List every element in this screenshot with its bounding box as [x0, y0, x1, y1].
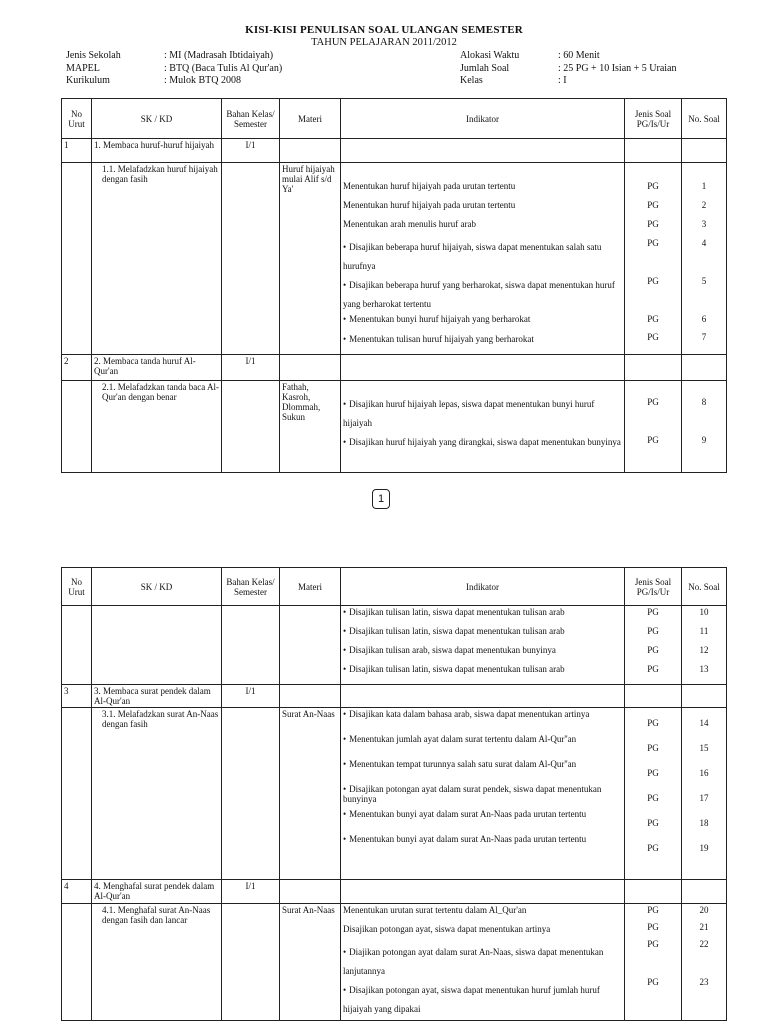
nosoal-value: 16	[699, 768, 709, 778]
jenis-value: PG	[647, 743, 659, 753]
meta-key: Kurikulum	[66, 75, 110, 86]
nosoal-value: 13	[699, 664, 709, 674]
meta-value: : 25 PG + 10 Isian + 5 Uraian	[558, 62, 677, 74]
meta-row	[460, 63, 677, 76]
cell-no	[62, 381, 92, 473]
cell-no: 4	[62, 880, 92, 904]
nosoal-value: 7	[701, 332, 707, 342]
meta-value: : 60 Menit	[558, 50, 600, 61]
nosoal-value: 9	[701, 435, 707, 445]
cell-no: 2	[62, 355, 92, 381]
nosoal-value: 10	[699, 607, 709, 617]
indicator-item: • Disajikan huruf hijaiyah yang dirangkai, siswa dapat menentukan bunyinya	[343, 433, 622, 471]
table-row	[62, 381, 727, 473]
jenis-value: PG	[647, 626, 659, 636]
table-header-row	[62, 568, 727, 606]
jenis-value: PG	[647, 939, 659, 949]
indicator-item: Disajikan potongan ayat, siswa dapat menentukan artinya	[343, 924, 551, 934]
nosoal-value: 3	[701, 219, 707, 229]
nosoal-value: 8	[701, 397, 707, 407]
kisi-table-page-2	[61, 567, 727, 1021]
header-jenis-soal: Jenis Soal PG/Is/Ur	[625, 568, 682, 606]
cell-indikator	[341, 381, 625, 473]
cell-indikator	[341, 163, 625, 355]
indicator-item: Menentukan arah menulis huruf arab	[343, 219, 476, 229]
nosoal-value: 22	[699, 939, 709, 949]
indicator-item: • Menentukan bunyi ayat dalam surat An-Naas pada urutan tertentu	[343, 834, 622, 859]
cell-jenis	[625, 381, 682, 473]
header-no-urut: No Urut	[62, 99, 92, 139]
indicator-item: • Diajikan potongan ayat dalam surat An-Naas, siswa dapat menentukan lanjutannya	[343, 943, 622, 981]
cell-kd: 4.1. Menghafal surat An-Naas dengan fasih dan lancar	[92, 904, 222, 1021]
indicator-item: • Menentukan jumlah ayat dalam surat tertentu dalam Al-Qur''an	[343, 734, 622, 759]
cell-nosoal	[682, 606, 727, 685]
jenis-value: PG	[647, 645, 659, 655]
table-row	[62, 685, 727, 708]
header-indikator: Indikator	[341, 99, 625, 139]
cell-jenis	[625, 685, 682, 708]
jenis-value: PG	[647, 818, 659, 828]
cell-jenis	[625, 880, 682, 904]
nosoal-value: 21	[699, 922, 709, 932]
cell-nosoal	[682, 904, 727, 1021]
header-bahan: Bahan Kelas/ Semester	[222, 568, 280, 606]
nosoal-value: 14	[699, 718, 709, 728]
document-title: KISI-KISI PENULISAN SOAL ULANGAN SEMESTER	[245, 24, 523, 36]
nosoal-value: 12	[699, 645, 709, 655]
cell-sk	[92, 606, 222, 685]
cell-no	[62, 904, 92, 1021]
jenis-value: PG	[647, 843, 659, 853]
cell-nosoal	[682, 139, 727, 163]
indicator-item: • Disajikan beberapa huruf yang berharokat, siswa dapat menentukan huruf yang berharokat tertentu	[343, 276, 622, 314]
jenis-value: PG	[647, 718, 659, 728]
nosoal-value: 4	[701, 238, 707, 248]
cell-bahan: I/1	[222, 880, 280, 904]
cell-nosoal	[682, 163, 727, 355]
cell-no	[62, 606, 92, 685]
nosoal-value: 2	[701, 200, 707, 210]
meta-value: : BTQ (Baca Tulis Al Qur'an)	[164, 62, 283, 74]
jenis-value: PG	[647, 922, 659, 932]
indicator-item: Menentukan huruf hijaiyah pada urutan tertentu	[343, 181, 516, 191]
table-row	[62, 355, 727, 381]
cell-bahan	[222, 381, 280, 473]
meta-value: : MI (Madrasah Ibtidaiyah)	[164, 50, 274, 61]
meta-key: Kelas	[460, 75, 483, 86]
jenis-value: PG	[647, 768, 659, 778]
meta-row	[460, 75, 677, 88]
header-materi: Materi	[280, 99, 341, 139]
cell-jenis	[625, 355, 682, 381]
meta-row	[66, 63, 282, 76]
header-no-soal: No. Soal	[682, 99, 727, 139]
cell-indikator	[341, 685, 625, 708]
table-row	[62, 708, 727, 880]
jenis-value: PG	[647, 238, 659, 248]
meta-key: Alokasi Waktu	[460, 50, 520, 61]
meta-row	[66, 50, 282, 63]
cell-indikator	[341, 355, 625, 381]
cell-sk: 3. Membaca surat pendek dalam Al-Qur'an	[92, 685, 222, 708]
indicator-item: • Disajikan kata dalam bahasa arab, siswa dapat menentukan artinya	[343, 709, 622, 734]
cell-no	[62, 163, 92, 355]
indicator-item: Menentukan huruf hijaiyah pada urutan tertentu	[343, 200, 516, 210]
meta-left	[66, 50, 282, 88]
table-row	[62, 139, 727, 163]
nosoal-value: 23	[699, 977, 709, 987]
meta-right	[460, 50, 677, 88]
cell-materi: Surat An-Naas	[280, 904, 341, 1021]
cell-nosoal	[682, 381, 727, 473]
nosoal-value: 6	[701, 314, 707, 324]
indicator-item: • Disajikan tulisan latin, siswa dapat menentukan tulisan arab	[343, 664, 622, 683]
cell-materi	[280, 880, 341, 904]
cell-nosoal	[682, 708, 727, 880]
jenis-value: PG	[647, 397, 659, 407]
table-row	[62, 904, 727, 1021]
cell-materi	[280, 685, 341, 708]
cell-bahan	[222, 904, 280, 1021]
cell-nosoal	[682, 685, 727, 708]
indicator-item: • Menentukan bunyi ayat dalam surat An-Naas pada urutan tertentu	[343, 809, 622, 834]
jenis-value: PG	[647, 905, 659, 915]
indicator-item: • Disajikan tulisan arab, siswa dapat menentukan bunyinya	[343, 645, 622, 664]
meta-value: : I	[558, 75, 567, 86]
cell-bahan: I/1	[222, 685, 280, 708]
cell-kd: 2.1. Melafadzkan tanda baca Al-Qur'an dengan benar	[92, 381, 222, 473]
jenis-value: PG	[647, 200, 659, 210]
cell-indikator	[341, 880, 625, 904]
cell-materi: Huruf hijaiyah mulai Alif s/d Ya'	[280, 163, 341, 355]
page-number: 1	[372, 489, 390, 509]
table-row	[62, 606, 727, 685]
nosoal-value: 18	[699, 818, 709, 828]
cell-no	[62, 708, 92, 880]
jenis-value: PG	[647, 793, 659, 803]
cell-kd: 1.1. Melafadzkan huruf hijaiyah dengan fasih	[92, 163, 222, 355]
cell-indikator	[341, 904, 625, 1021]
header-materi: Materi	[280, 568, 341, 606]
indicator-item: • Menentukan tulisan huruf hijaiyah yang berharokat	[343, 334, 622, 353]
jenis-value: PG	[647, 276, 659, 286]
indicator-item: • Disajikan tulisan latin, siswa dapat menentukan tulisan arab	[343, 626, 622, 645]
cell-indikator	[341, 606, 625, 685]
nosoal-value: 20	[699, 905, 709, 915]
cell-bahan	[222, 163, 280, 355]
cell-nosoal	[682, 355, 727, 381]
cell-nosoal	[682, 880, 727, 904]
nosoal-value: 17	[699, 793, 709, 803]
cell-materi	[280, 355, 341, 381]
indicator-item: • Menentukan bunyi huruf hijaiyah yang berharokat	[343, 314, 622, 334]
header-bahan: Bahan Kelas/ Semester	[222, 99, 280, 139]
jenis-value: PG	[647, 607, 659, 617]
indicator-item: • Disajikan potongan ayat dalam surat pendek, siswa dapat menentukan bunyinya	[343, 784, 622, 809]
cell-jenis	[625, 708, 682, 880]
cell-materi	[280, 139, 341, 163]
nosoal-value: 11	[699, 626, 709, 636]
meta-key: Jenis Sekolah	[66, 50, 121, 61]
indicator-item: • Disajikan potongan ayat, siswa dapat menentukan huruf jumlah huruf hijaiyah yang dipakai	[343, 981, 622, 1019]
meta-key: Jumlah Soal	[460, 62, 510, 74]
jenis-value: PG	[647, 181, 659, 191]
header-no-soal: No. Soal	[682, 568, 727, 606]
indicator-item: • Disajikan tulisan latin, siswa dapat menentukan tulisan arab	[343, 607, 622, 626]
jenis-value: PG	[647, 332, 659, 342]
cell-sk: 2. Membaca tanda huruf Al-Qur'an	[92, 355, 222, 381]
header-indikator: Indikator	[341, 568, 625, 606]
cell-sk: 1. Membaca huruf-huruf hijaiyah	[92, 139, 222, 163]
cell-materi: Surat An-Naas	[280, 708, 341, 880]
cell-indikator	[341, 708, 625, 880]
jenis-value: PG	[647, 219, 659, 229]
document-subtitle: TAHUN PELAJARAN 2011/2012	[311, 37, 457, 48]
cell-bahan: I/1	[222, 139, 280, 163]
cell-sk: 4. Menghafal surat pendek dalam Al-Qur'an	[92, 880, 222, 904]
jenis-value: PG	[647, 664, 659, 674]
kisi-table-page-1	[61, 98, 727, 473]
nosoal-value: 5	[701, 276, 707, 286]
cell-materi: Fathah, Kasroh, Dlommah, Sukun	[280, 381, 341, 473]
jenis-value: PG	[647, 977, 659, 987]
meta-key: MAPEL	[66, 62, 100, 74]
header-sk-kd: SK / KD	[92, 99, 222, 139]
jenis-value: PG	[647, 314, 659, 324]
cell-indikator	[341, 139, 625, 163]
cell-bahan: I/1	[222, 355, 280, 381]
indicator-item: • Disajikan huruf hijaiyah lepas, siswa dapat menentukan bunyi huruf hijaiyah	[343, 395, 622, 433]
header-jenis-soal: Jenis Soal PG/Is/Ur	[625, 99, 682, 139]
indicator-item: • Disajikan beberapa huruf hijaiyah, siswa dapat menentukan salah satu hurufnya	[343, 238, 622, 276]
jenis-value: PG	[647, 435, 659, 445]
header-sk-kd: SK / KD	[92, 568, 222, 606]
cell-materi	[280, 606, 341, 685]
indicator-item: Menentukan urutan surat tertentu dalam Al_Qur'an	[343, 905, 527, 915]
indicator-item: • Menentukan tempat turunnya salah satu surat dalam Al-Qur''an	[343, 759, 622, 784]
header-no-urut: No Urut	[62, 568, 92, 606]
meta-row	[460, 50, 677, 63]
cell-jenis	[625, 904, 682, 1021]
cell-no: 3	[62, 685, 92, 708]
cell-bahan	[222, 708, 280, 880]
nosoal-value: 19	[699, 843, 709, 853]
table-row	[62, 880, 727, 904]
nosoal-value: 1	[701, 181, 707, 191]
nosoal-value: 15	[699, 743, 709, 753]
cell-bahan	[222, 606, 280, 685]
table-header-row	[62, 99, 727, 139]
meta-row	[66, 75, 282, 88]
table-row	[62, 163, 727, 355]
cell-no: 1	[62, 139, 92, 163]
cell-jenis	[625, 139, 682, 163]
cell-jenis	[625, 163, 682, 355]
cell-jenis	[625, 606, 682, 685]
meta-value: : Mulok BTQ 2008	[164, 75, 241, 86]
cell-kd: 3.1. Melafadzkan surat An-Naas dengan fasih	[92, 708, 222, 880]
